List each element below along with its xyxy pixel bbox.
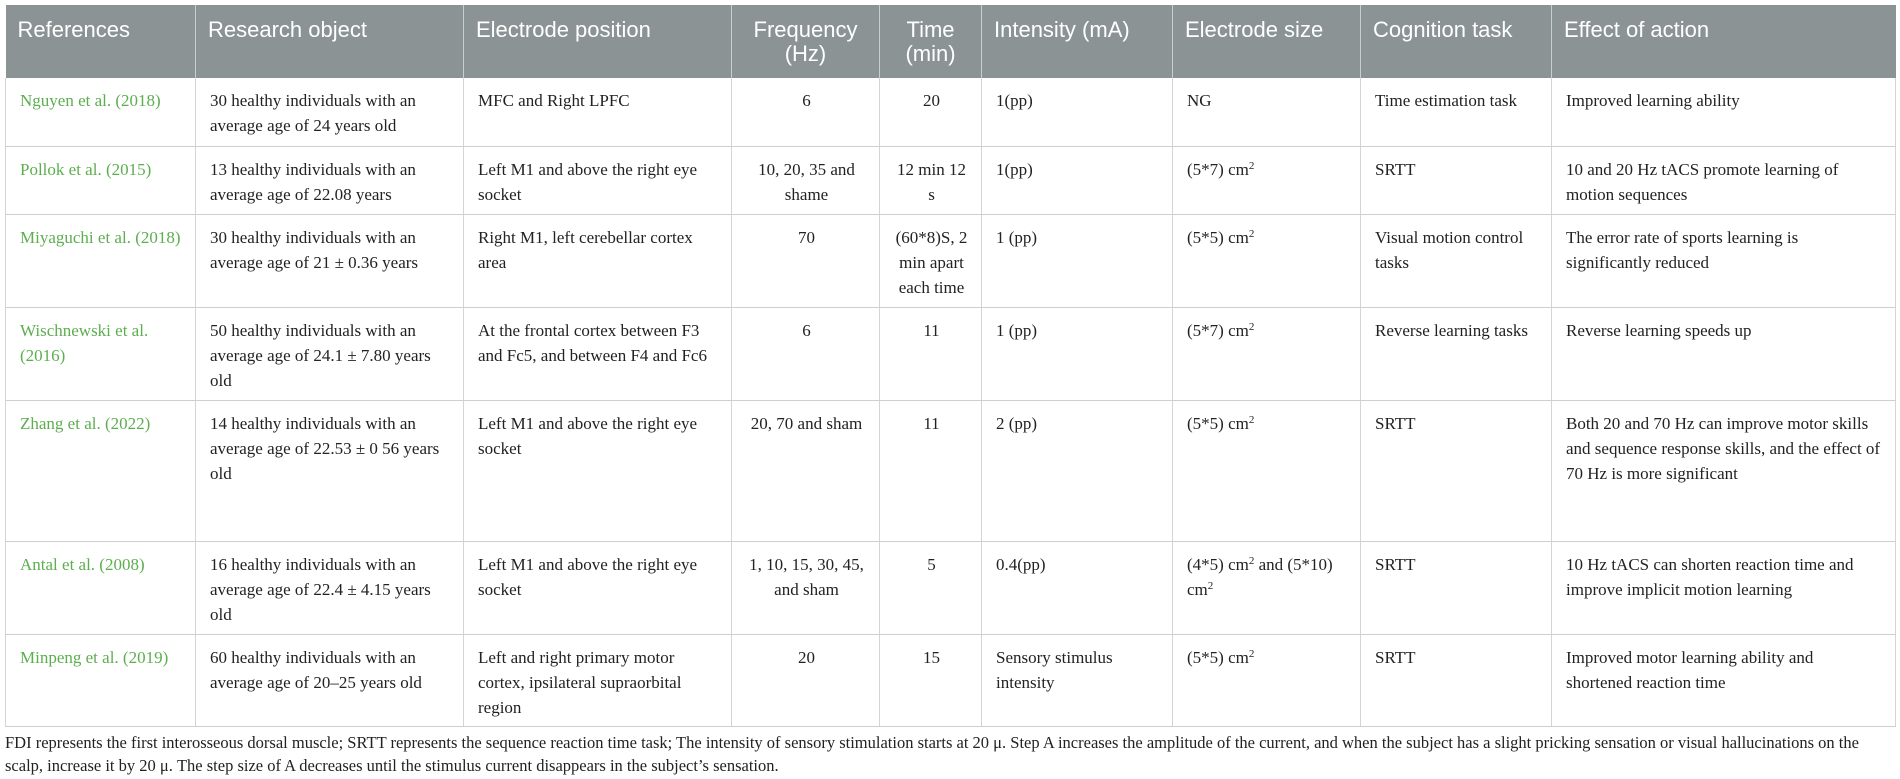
- table-row: [6, 214, 1896, 307]
- cognition-task-cell: SRTT: [1361, 634, 1552, 726]
- intensity-cell: 1 (pp): [982, 307, 1173, 400]
- electrode-position-cell: Left and right primary motor cortex, ipsilateral supraorbital region: [464, 634, 732, 726]
- electrode-size-cell: (5*5) $cm^2$: [1173, 400, 1361, 541]
- effect-cell: 10 and 20 Hz tACS promote learning of motion sequences: [1552, 146, 1896, 214]
- intensity-cell: 2 (pp): [982, 400, 1173, 541]
- reference-link[interactable]: Antal et al. (2008): [6, 541, 196, 634]
- time-cell: 20: [880, 78, 982, 146]
- column-header-references: References: [6, 5, 196, 78]
- time-cell: 11: [880, 307, 982, 400]
- research-object-cell: 13 healthy individuals with an average age of 22.08 years: [196, 146, 464, 214]
- electrode-size-cell: (5*7) $cm^2$: [1173, 146, 1361, 214]
- electrode-position-cell: At the frontal cortex between F3 and Fc5, and between F4 and Fc6: [464, 307, 732, 400]
- table-row: [6, 541, 1896, 634]
- effect-cell: Reverse learning speeds up: [1552, 307, 1896, 400]
- frequency-cell: 20: [732, 634, 880, 726]
- electrode-position-cell: MFC and Right LPFC: [464, 78, 732, 146]
- electrode-size-cell: (5*7) $cm^2$: [1173, 307, 1361, 400]
- research-object-cell: 60 healthy individuals with an average age of 20–25 years old: [196, 634, 464, 726]
- frequency-cell: 10, 20, 35 and shame: [732, 146, 880, 214]
- table-container: [5, 5, 1895, 777]
- intensity-cell: 1 (pp): [982, 214, 1173, 307]
- data-table: [5, 5, 1896, 727]
- intensity-cell: 0.4(pp): [982, 541, 1173, 634]
- table-row: [6, 78, 1896, 146]
- frequency-cell: 70: [732, 214, 880, 307]
- table-body: [6, 78, 1896, 726]
- effect-cell: The error rate of sports learning is significantly reduced: [1552, 214, 1896, 307]
- table-row: [6, 307, 1896, 400]
- reference-link[interactable]: Zhang et al. (2022): [6, 400, 196, 541]
- header-row: [6, 5, 1896, 78]
- time-cell: 5: [880, 541, 982, 634]
- effect-cell: Both 20 and 70 Hz can improve motor skills and sequence response skills, and the effect of 70 Hz is more significant: [1552, 400, 1896, 541]
- electrode-position-cell: Left M1 and above the right eye socket: [464, 146, 732, 214]
- cognition-task-cell: SRTT: [1361, 541, 1552, 634]
- research-object-cell: 30 healthy individuals with an average age of 24 years old: [196, 78, 464, 146]
- frequency-cell: 6: [732, 78, 880, 146]
- intensity-cell: 1(pp): [982, 78, 1173, 146]
- table-row: [6, 146, 1896, 214]
- table-footnote: FDI represents the first interosseous dorsal muscle; SRTT represents the sequence reaction time task; The intensity of sensory stimulation starts at 20 μ. Step A increases the amplitude of the current, and when the subject has a slight pricking sensation or visual hallucinations on the scalp, increase it by 20 μ. The step size of A decreases until the stimulus current disappears in the subject’s sensation.: [5, 732, 1859, 775]
- column-header-time: Time (min): [880, 5, 982, 78]
- time-cell: (60*8)S, 2 min apart each time: [880, 214, 982, 307]
- time-cell: 12 min 12 s: [880, 146, 982, 214]
- cognition-task-cell: Time estimation task: [1361, 78, 1552, 146]
- frequency-cell: 1, 10, 15, 30, 45, and sham: [732, 541, 880, 634]
- frequency-cell: 20, 70 and sham: [732, 400, 880, 541]
- cognition-task-cell: SRTT: [1361, 400, 1552, 541]
- electrode-size-cell: (5*5) $cm^2$: [1173, 634, 1361, 726]
- electrode-size-cell: NG: [1173, 78, 1361, 146]
- reference-link[interactable]: Nguyen et al. (2018): [6, 78, 196, 146]
- table-row: [6, 634, 1896, 726]
- cognition-task-cell: SRTT: [1361, 146, 1552, 214]
- effect-cell: Improved learning ability: [1552, 78, 1896, 146]
- intensity-cell: 1(pp): [982, 146, 1173, 214]
- cognition-task-cell: Reverse learning tasks: [1361, 307, 1552, 400]
- electrode-size-cell: (5*5) $cm^2$: [1173, 214, 1361, 307]
- time-cell: 11: [880, 400, 982, 541]
- reference-link[interactable]: Pollok et al. (2015): [6, 146, 196, 214]
- electrode-position-cell: Left M1 and above the right eye socket: [464, 400, 732, 541]
- cognition-task-cell: Visual motion control tasks: [1361, 214, 1552, 307]
- research-object-cell: 14 healthy individuals with an average age of 22.53 ± 0 56 years old: [196, 400, 464, 541]
- reference-link[interactable]: Minpeng et al. (2019): [6, 634, 196, 726]
- column-header-electrode-position: Electrode position: [464, 5, 732, 78]
- column-header-electrode-size: Electrode size: [1173, 5, 1361, 78]
- electrode-position-cell: Left M1 and above the right eye socket: [464, 541, 732, 634]
- reference-link[interactable]: Miyaguchi et al. (2018): [6, 214, 196, 307]
- table-row: [6, 400, 1896, 541]
- electrode-size-cell: (4*5) $cm^2$ and (5*10) $cm^2$: [1173, 541, 1361, 634]
- column-header-cognition-task: Cognition task: [1361, 5, 1552, 78]
- time-cell: 15: [880, 634, 982, 726]
- electrode-position-cell: Right M1, left cerebellar cortex area: [464, 214, 732, 307]
- column-header-research-object: Research object: [196, 5, 464, 78]
- effect-cell: 10 Hz tACS can shorten reaction time and improve implicit motion learning: [1552, 541, 1896, 634]
- frequency-cell: 6: [732, 307, 880, 400]
- effect-cell: Improved motor learning ability and shortened reaction time: [1552, 634, 1896, 726]
- column-header-effect-of-action: Effect of action: [1552, 5, 1896, 78]
- research-object-cell: 50 healthy individuals with an average age of 24.1 ± 7.80 years old: [196, 307, 464, 400]
- column-header-frequency: Frequency (Hz): [732, 5, 880, 78]
- research-object-cell: 30 healthy individuals with an average age of 21 ± 0.36 years: [196, 214, 464, 307]
- research-object-cell: 16 healthy individuals with an average age of 22.4 ± 4.15 years old: [196, 541, 464, 634]
- reference-link[interactable]: Wischnewski et al. (2016): [6, 307, 196, 400]
- column-header-intensity: Intensity (mA): [982, 5, 1173, 78]
- intensity-cell: Sensory stimulus intensity: [982, 634, 1173, 726]
